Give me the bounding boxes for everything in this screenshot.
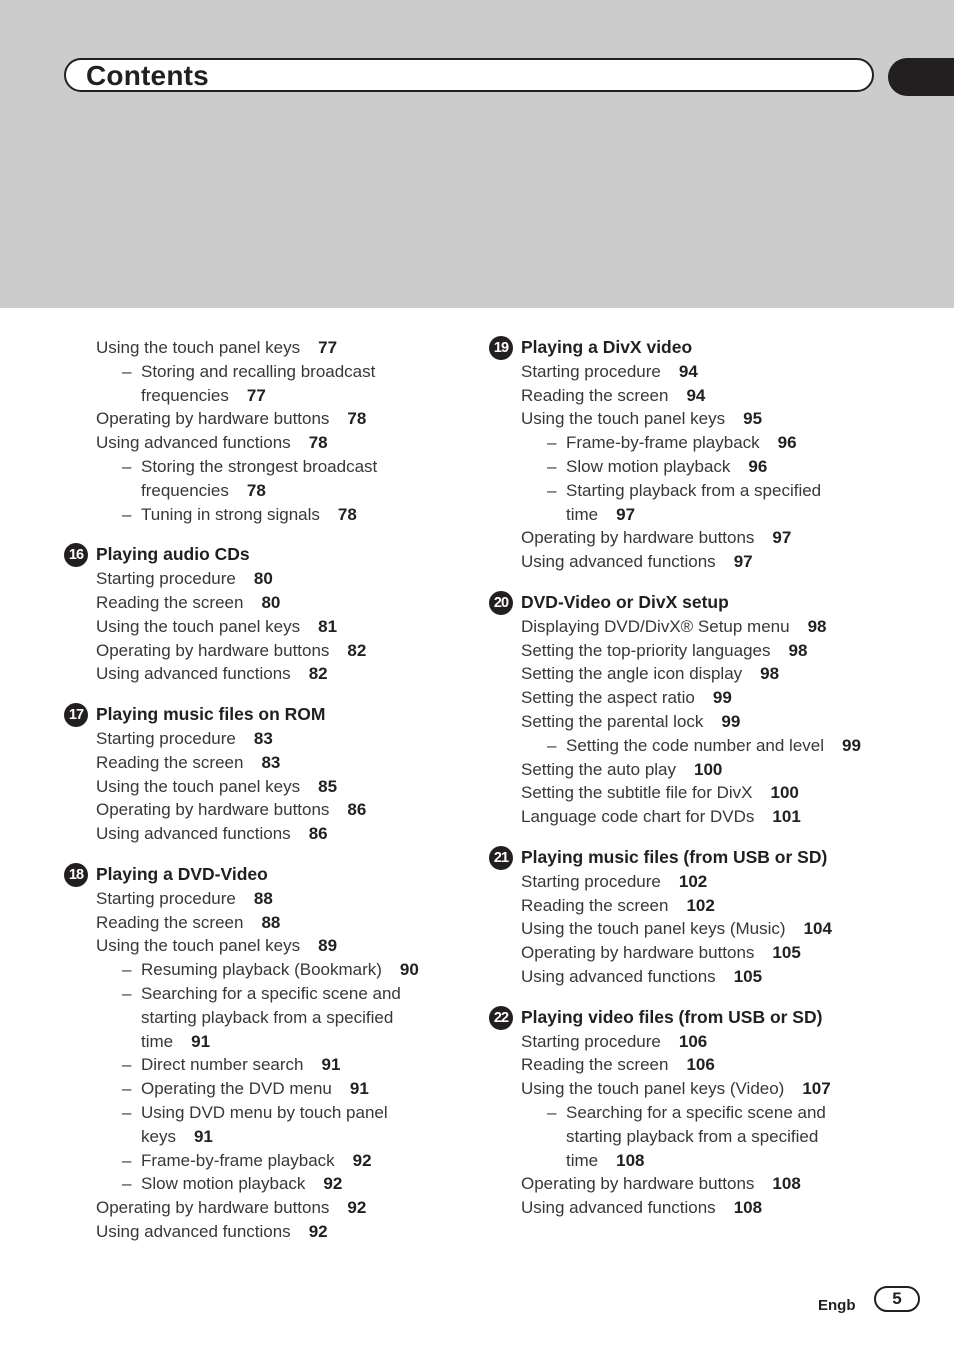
toc-entry-continuation[interactable] xyxy=(64,1125,464,1149)
entry-page-number: 97 xyxy=(733,552,753,572)
entry-text: Setting the top-priority languages xyxy=(521,640,771,660)
toc-entry[interactable] xyxy=(489,384,889,408)
dash-bullet: – xyxy=(122,456,132,476)
toc-entry[interactable] xyxy=(64,934,464,958)
language-label: Engb xyxy=(818,1297,856,1314)
toc-entry-continuation[interactable] xyxy=(489,1125,889,1149)
section-title: Playing music files (from USB or SD) xyxy=(521,846,828,867)
entry-page-number: 105 xyxy=(772,943,801,963)
entry-page-number: 98 xyxy=(788,640,808,660)
entry-text: Operating by hardware buttons xyxy=(96,409,330,429)
entry-text: Reading the screen xyxy=(96,752,244,772)
toc-entry[interactable] xyxy=(64,775,464,799)
entry-page-number: 97 xyxy=(616,504,636,524)
entry-text: Storing and recalling broadcast xyxy=(141,361,376,381)
entry-page-number: 102 xyxy=(686,895,715,915)
entry-text: Operating the DVD menu xyxy=(141,1079,332,1099)
toc-entry[interactable] xyxy=(489,781,889,805)
entry-text: Starting procedure xyxy=(96,888,236,908)
entry-text: Setting the subtitle file for DivX xyxy=(521,783,753,803)
entry-page-number: 104 xyxy=(803,919,832,939)
entry-page-number: 78 xyxy=(337,504,357,524)
entry-text: Using the touch panel keys (Music) xyxy=(521,919,786,939)
toc-subentry[interactable] xyxy=(64,958,464,982)
entry-page-number: 107 xyxy=(802,1079,831,1099)
entry-text: Reading the screen xyxy=(521,1055,669,1075)
entry-page-number: 101 xyxy=(772,807,801,827)
entry-text: Searching for a specific scene and xyxy=(566,1102,826,1122)
toc-entry[interactable] xyxy=(489,805,889,829)
entry-text: Resuming playback (Bookmark) xyxy=(141,960,382,980)
dash-bullet: – xyxy=(122,983,132,1003)
entry-text: Operating by hardware buttons xyxy=(521,1174,755,1194)
chapter-number-badge: 21 xyxy=(489,846,513,870)
entry-text: Using the touch panel keys xyxy=(96,338,301,357)
toc-entry[interactable] xyxy=(64,567,464,591)
entry-text: frequencies xyxy=(141,385,229,405)
entry-page-number: 98 xyxy=(807,616,827,636)
entry-text: Using advanced functions xyxy=(96,1221,291,1241)
entry-page-number: 88 xyxy=(261,912,281,932)
toc-entry-continuation[interactable] xyxy=(64,479,464,503)
entry-text: Using the touch panel keys xyxy=(96,616,301,636)
toc-entry[interactable] xyxy=(489,965,889,989)
toc-section-heading[interactable] xyxy=(489,846,889,870)
toc-entry[interactable] xyxy=(489,686,889,710)
toc-left-column xyxy=(64,336,464,1244)
toc-entry[interactable] xyxy=(489,870,889,894)
toc-subentry[interactable] xyxy=(64,982,464,1006)
toc-entry-continuation[interactable] xyxy=(489,503,889,527)
entry-text: Setting the code number and level xyxy=(566,735,825,755)
dash-bullet: – xyxy=(547,1102,557,1122)
entry-page-number: 106 xyxy=(686,1055,715,1075)
toc-section-heading[interactable] xyxy=(64,703,464,727)
toc-entry[interactable] xyxy=(489,615,889,639)
toc-subentry[interactable] xyxy=(489,734,889,758)
toc-entry[interactable] xyxy=(64,431,464,455)
entry-text: Frame-by-frame playback xyxy=(566,433,760,453)
toc-subentry[interactable] xyxy=(489,1101,889,1125)
toc-subentry[interactable] xyxy=(489,479,889,503)
entry-page-number: 85 xyxy=(318,776,338,796)
entry-page-number: 86 xyxy=(308,824,328,844)
entry-text: Using the touch panel keys xyxy=(96,936,301,956)
toc-entry[interactable] xyxy=(489,1077,889,1101)
entry-page-number: 78 xyxy=(308,433,328,453)
entry-text: Setting the aspect ratio xyxy=(521,688,695,708)
entry-text: Slow motion playback xyxy=(141,1174,306,1194)
entry-text: Using advanced functions xyxy=(96,433,291,453)
entry-page-number: 94 xyxy=(686,385,706,405)
entry-text: Starting procedure xyxy=(521,361,661,381)
toc-entry[interactable] xyxy=(489,1053,889,1077)
entry-page-number: 91 xyxy=(193,1126,213,1146)
toc-section-heading[interactable] xyxy=(489,1006,889,1030)
entry-text: Reading the screen xyxy=(96,912,244,932)
section-title: Playing music files on ROM xyxy=(96,704,326,725)
toc-subentry[interactable] xyxy=(64,1077,464,1101)
toc-entry[interactable] xyxy=(64,751,464,775)
dash-bullet: – xyxy=(122,1174,132,1194)
entry-text: Using DVD menu by touch panel xyxy=(141,1102,388,1122)
dash-bullet: – xyxy=(122,1079,132,1099)
entry-page-number: 95 xyxy=(743,409,763,429)
entry-page-number: 108 xyxy=(772,1174,801,1194)
toc-entry[interactable] xyxy=(64,798,464,822)
entry-page-number: 94 xyxy=(678,361,698,381)
toc-subentry[interactable] xyxy=(489,431,889,455)
entry-page-number: 88 xyxy=(253,888,273,908)
entry-text: Slow motion playback xyxy=(566,456,731,476)
entry-page-number: 80 xyxy=(261,592,281,612)
toc-subentry[interactable] xyxy=(64,503,464,527)
dash-bullet: – xyxy=(547,456,557,476)
entry-text: Starting playback from a specified xyxy=(566,480,822,500)
entry-page-number: 92 xyxy=(323,1174,343,1194)
toc-entry[interactable] xyxy=(489,360,889,384)
entry-page-number: 102 xyxy=(678,871,708,891)
toc-entry[interactable] xyxy=(64,1220,464,1244)
page-number: 5 xyxy=(874,1286,920,1312)
toc-entry[interactable] xyxy=(64,407,464,431)
toc-entry[interactable] xyxy=(489,662,889,686)
entry-text: Frame-by-frame playback xyxy=(141,1150,335,1170)
toc-subentry[interactable] xyxy=(64,1172,464,1196)
toc-entry[interactable] xyxy=(489,894,889,918)
toc-entry[interactable] xyxy=(64,336,464,360)
entry-page-number: 96 xyxy=(748,456,768,476)
chapter-number-badge: 20 xyxy=(489,591,513,615)
contents-title-box xyxy=(64,58,874,92)
entry-text: Operating by hardware buttons xyxy=(96,1198,330,1218)
entry-text: Using the touch panel keys xyxy=(521,409,726,429)
toc-entry-continuation[interactable] xyxy=(64,1006,464,1030)
dash-bullet: – xyxy=(547,433,557,453)
dash-bullet: – xyxy=(122,1102,132,1122)
chapter-number-badge: 18 xyxy=(64,863,88,887)
entry-page-number: 99 xyxy=(721,711,741,731)
toc-entry[interactable] xyxy=(64,887,464,911)
entry-page-number: 100 xyxy=(694,759,723,779)
toc-entry[interactable] xyxy=(64,591,464,615)
section-title: DVD-Video or DivX setup xyxy=(521,591,729,612)
entry-page-number: 77 xyxy=(246,385,266,405)
entry-text: Reading the screen xyxy=(96,592,244,612)
entry-text: Operating by hardware buttons xyxy=(521,528,755,548)
toc-subentry[interactable] xyxy=(64,1053,464,1077)
entry-page-number: 106 xyxy=(678,1031,708,1051)
toc-entry[interactable] xyxy=(64,662,464,686)
toc-right-column xyxy=(489,336,889,1220)
entry-page-number: 78 xyxy=(246,480,266,500)
toc-subentry[interactable] xyxy=(64,1101,464,1125)
entry-page-number: 98 xyxy=(760,664,780,684)
entry-text: keys xyxy=(141,1126,176,1146)
entry-page-number: 100 xyxy=(770,783,799,803)
toc-entry[interactable] xyxy=(64,615,464,639)
entry-text: Starting procedure xyxy=(96,569,236,589)
entry-text: Setting the angle icon display xyxy=(521,664,743,684)
section-title: Playing a DivX video xyxy=(521,337,693,357)
entry-text: Setting the auto play xyxy=(521,759,677,779)
entry-text: Operating by hardware buttons xyxy=(96,640,330,660)
entry-text: Operating by hardware buttons xyxy=(96,800,330,820)
dash-bullet: – xyxy=(547,480,557,500)
entry-text: Searching for a specific scene and xyxy=(141,983,401,1003)
entry-page-number: 96 xyxy=(777,433,797,453)
entry-text: Using advanced functions xyxy=(521,966,716,986)
toc-entry[interactable] xyxy=(489,1172,889,1196)
chapter-number-badge: 16 xyxy=(64,543,88,567)
toc-subentry[interactable] xyxy=(64,1149,464,1173)
section-tab-marker xyxy=(888,58,954,96)
toc-entry[interactable] xyxy=(64,639,464,663)
dash-bullet: – xyxy=(122,1055,132,1075)
entry-page-number: 82 xyxy=(308,664,328,684)
entry-text: Storing the strongest broadcast xyxy=(141,456,378,476)
toc-entry[interactable] xyxy=(489,758,889,782)
toc-entry[interactable] xyxy=(489,639,889,663)
header-band xyxy=(0,0,954,308)
toc-entry[interactable] xyxy=(489,917,889,941)
entry-page-number: 108 xyxy=(733,1198,763,1218)
toc-entry[interactable] xyxy=(489,1030,889,1054)
chapter-number-badge: 22 xyxy=(489,1006,513,1030)
entry-text: Starting procedure xyxy=(96,728,236,748)
toc-entry[interactable] xyxy=(489,941,889,965)
entry-page-number: 90 xyxy=(399,960,419,980)
toc-subentry[interactable] xyxy=(489,455,889,479)
entry-text: Using advanced functions xyxy=(521,552,716,572)
toc-subentry[interactable] xyxy=(64,455,464,479)
toc-section-heading[interactable] xyxy=(64,863,464,887)
page-title: Contents xyxy=(86,60,209,91)
entry-page-number: 86 xyxy=(347,800,367,820)
entry-page-number: 91 xyxy=(191,1031,211,1051)
entry-text: starting playback from a specified xyxy=(566,1126,819,1146)
entry-page-number: 91 xyxy=(349,1079,369,1099)
entry-page-number: 92 xyxy=(352,1150,372,1170)
entry-text: Starting procedure xyxy=(521,871,661,891)
entry-text: Displaying DVD/DivX® Setup menu xyxy=(521,616,790,636)
toc-entry[interactable] xyxy=(489,710,889,734)
entry-page-number: 78 xyxy=(347,409,367,429)
entry-text: Language code chart for DVDs xyxy=(521,807,755,827)
entry-page-number: 81 xyxy=(318,616,338,636)
entry-page-number: 91 xyxy=(321,1055,341,1075)
toc-entry[interactable] xyxy=(489,1196,889,1220)
entry-text: Setting the parental lock xyxy=(521,711,704,731)
entry-page-number: 108 xyxy=(616,1150,645,1170)
dash-bullet: – xyxy=(122,361,132,381)
entry-page-number: 77 xyxy=(318,338,338,357)
entry-page-number: 83 xyxy=(261,752,281,772)
chapter-number-badge: 19 xyxy=(489,336,513,360)
toc-entry[interactable] xyxy=(64,727,464,751)
entry-text: frequencies xyxy=(141,480,229,500)
entry-text: Using advanced functions xyxy=(96,664,291,684)
entry-page-number: 83 xyxy=(253,728,273,748)
chapter-number-badge: 17 xyxy=(64,703,88,727)
entry-text: Using advanced functions xyxy=(96,824,291,844)
dash-bullet: – xyxy=(122,960,132,980)
toc-section-heading[interactable] xyxy=(489,591,889,615)
entry-text: time xyxy=(566,504,599,524)
toc-entry-continuation[interactable] xyxy=(64,384,464,408)
toc-entry[interactable] xyxy=(489,526,889,550)
entry-text: Reading the screen xyxy=(521,895,669,915)
entry-page-number: 92 xyxy=(308,1221,328,1241)
entry-text: Starting procedure xyxy=(521,1031,661,1051)
entry-text: Using advanced functions xyxy=(521,1198,716,1218)
entry-page-number: 92 xyxy=(347,1198,367,1218)
toc-entry[interactable] xyxy=(64,822,464,846)
entry-text: time xyxy=(566,1150,599,1170)
entry-page-number: 97 xyxy=(772,528,792,548)
toc-section-heading[interactable] xyxy=(489,336,889,360)
entry-text: time xyxy=(141,1031,174,1051)
toc-entry[interactable] xyxy=(489,550,889,574)
entry-text: starting playback from a specified xyxy=(141,1007,394,1027)
toc-entry[interactable] xyxy=(64,1196,464,1220)
section-title: Playing video files (from USB or SD) xyxy=(521,1006,823,1027)
entry-page-number: 105 xyxy=(733,966,763,986)
entry-text: Operating by hardware buttons xyxy=(521,943,755,963)
entry-page-number: 80 xyxy=(253,569,273,589)
entry-page-number: 99 xyxy=(712,688,732,708)
entry-page-number: 89 xyxy=(318,936,338,956)
entry-page-number: 99 xyxy=(842,735,861,755)
toc-entry[interactable] xyxy=(64,911,464,935)
entry-text: Direct number search xyxy=(141,1055,304,1075)
entry-text: Tuning in strong signals xyxy=(141,504,320,524)
toc-entry[interactable] xyxy=(489,407,889,431)
toc-entry-continuation[interactable] xyxy=(64,1030,464,1054)
section-title: Playing a DVD-Video xyxy=(96,863,268,884)
section-title: Playing audio CDs xyxy=(96,544,250,565)
entry-text: Reading the screen xyxy=(521,385,669,405)
toc-subentry[interactable] xyxy=(64,360,464,384)
dash-bullet: – xyxy=(122,504,132,524)
dash-bullet: – xyxy=(547,735,557,755)
entry-text: Using the touch panel keys (Video) xyxy=(521,1079,785,1099)
toc-section-heading[interactable] xyxy=(64,543,464,567)
toc-entry-continuation[interactable] xyxy=(489,1149,889,1173)
entry-page-number: 82 xyxy=(347,640,367,660)
dash-bullet: – xyxy=(122,1150,132,1170)
entry-text: Using the touch panel keys xyxy=(96,776,301,796)
